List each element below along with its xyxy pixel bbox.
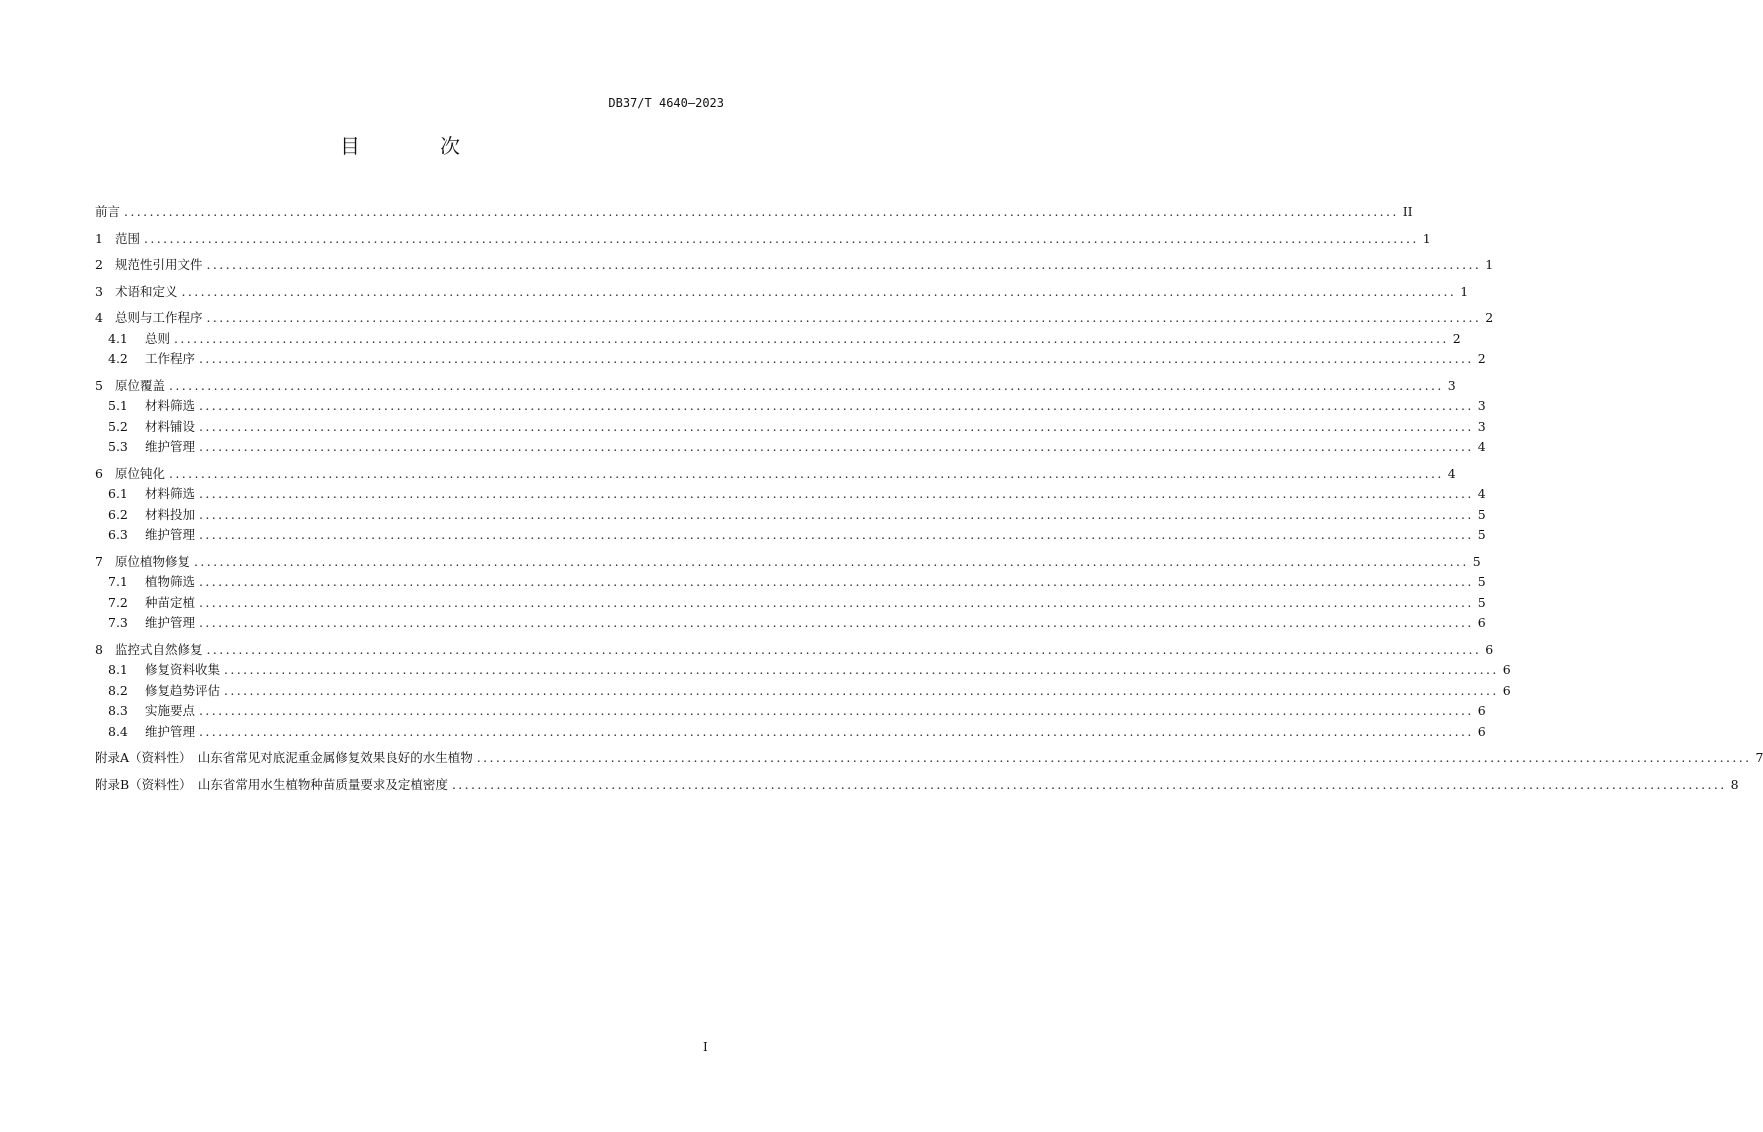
toc-leader-dots: ........................................................................................................................................................................................................ (199, 723, 1474, 739)
toc-entry-label: 维护管理 (145, 723, 196, 739)
toc-entry[interactable] (95, 613, 1486, 634)
page-title: 目 次 (340, 134, 490, 158)
toc-entry-label: 监控式自然修复 (115, 641, 203, 657)
toc-entry[interactable] (95, 552, 1481, 573)
toc-leader-dots: ........................................................................................................................................................................................................ (199, 615, 1474, 630)
toc-entry[interactable] (95, 572, 1486, 593)
toc-entry-label: 术语和定义 (115, 283, 178, 299)
toc-entry-page: 1 (1485, 257, 1494, 272)
toc-entry-label: 修复趋势评估 (145, 682, 221, 698)
toc-entry-label: 维护管理 (145, 439, 196, 454)
toc-entry-page: 2 (1485, 310, 1494, 325)
toc-leader-dots: ........................................................................................................................................................................................................ (199, 351, 1474, 366)
toc-entry-label: 原位钝化 (115, 465, 166, 481)
toc-entry-label: 维护管理 (145, 615, 196, 630)
toc-leader-dots: ........................................................................................................................................................................................................ (199, 398, 1474, 413)
toc-entry-page: 6 (1477, 723, 1486, 739)
toc-entry-label: 材料筛选 (145, 398, 196, 413)
toc-entry[interactable] (95, 775, 1739, 796)
toc-entry-page: 4 (1477, 439, 1486, 454)
toc-entry-number: 6.3 (108, 527, 128, 542)
toc-entry[interactable] (95, 329, 1461, 350)
toc-entry-page: 2 (1477, 351, 1486, 366)
toc-leader-dots: ........................................................................................................................................................................................................ (224, 662, 1499, 677)
toc-entry-page: 1 (1422, 230, 1431, 246)
toc-entry-number: 2 (95, 257, 103, 272)
toc-entry-label: 范围 (115, 230, 141, 246)
toc-entry-label: 植物筛选 (145, 574, 196, 589)
toc-entry[interactable] (95, 681, 1511, 702)
toc-leader-dots: ........................................................................................................................................................................................................ (199, 506, 1474, 522)
toc-entry-page: 5 (1477, 506, 1486, 522)
toc-entry-page: 3 (1447, 377, 1456, 393)
toc-entry[interactable] (95, 282, 1469, 303)
toc-entry[interactable] (95, 202, 1413, 223)
toc-leader-dots: ........................................................................................................................................................................................................ (199, 439, 1474, 454)
toc-leader-dots: ........................................................................................................................................................................................................ (174, 330, 1449, 346)
toc-entry-label: 实施要点 (145, 703, 196, 718)
toc-entry[interactable] (95, 255, 1494, 276)
toc-entry[interactable] (95, 396, 1486, 417)
toc-leader-dots: ........................................................................................................................................................................................................ (199, 594, 1474, 610)
toc-entry-label: 工作程序 (145, 351, 196, 366)
toc-entry-number: 3 (95, 283, 103, 299)
toc-entry-label: 修复资料收集 (145, 662, 221, 677)
toc-entry-label: 总则 (145, 330, 171, 346)
table-of-contents (95, 202, 1763, 795)
toc-entry-page: 4 (1477, 486, 1486, 501)
toc-entry-number: 5.3 (108, 439, 128, 454)
toc-entry[interactable] (95, 308, 1494, 329)
toc-entry[interactable] (95, 484, 1486, 505)
toc-leader-dots: ........................................................................................................................................................................................................ (124, 204, 1399, 219)
toc-entry-page: 6 (1502, 682, 1511, 698)
toc-entry-number: 7.3 (108, 615, 128, 630)
toc-entry-page: 6 (1485, 641, 1494, 657)
toc-entry-number: 6.1 (108, 486, 128, 501)
toc-entry-label: 材料投加 (145, 506, 196, 522)
toc-entry-number: 6 (95, 465, 103, 481)
toc-entry-number: 4 (95, 310, 103, 325)
toc-leader-dots: ........................................................................................................................................................................................................ (199, 418, 1474, 434)
toc-entry-label: 规范性引用文件 (115, 257, 203, 272)
toc-entry-number: 7.1 (108, 574, 128, 589)
toc-entry-label: 原位植物修复 (115, 553, 191, 569)
toc-leader-dots: ........................................................................................................................................................................................................ (451, 776, 1727, 792)
toc-leader-dots: ........................................................................................................................................................................................................ (476, 750, 1752, 765)
toc-entry-number: 1 (95, 230, 103, 246)
toc-leader-dots: ........................................................................................................................................................................................................ (206, 641, 1482, 657)
toc-entry-page: II (1402, 204, 1413, 219)
toc-entry[interactable] (95, 722, 1486, 743)
toc-entry[interactable] (95, 640, 1494, 661)
toc-entry[interactable] (95, 593, 1486, 614)
toc-entry-number: 8.3 (108, 703, 128, 718)
toc-entry-label: 材料铺设 (145, 418, 196, 434)
toc-entry-page: 2 (1452, 330, 1461, 346)
toc-entry-page: 1 (1460, 283, 1469, 299)
toc-entry-page: 6 (1477, 615, 1486, 630)
toc-entry-number: 4.1 (108, 330, 128, 346)
toc-entry[interactable] (95, 349, 1486, 370)
toc-entry[interactable] (95, 505, 1486, 526)
toc-entry-label: 种苗定植 (145, 594, 196, 610)
toc-entry-number: 8.2 (108, 682, 128, 698)
toc-entry-page: 8 (1730, 776, 1739, 792)
toc-entry-number: 7 (95, 553, 103, 569)
toc-entry-number: 7.2 (108, 594, 128, 610)
toc-leader-dots: ........................................................................................................................................................................................................ (199, 486, 1474, 501)
toc-leader-dots: ........................................................................................................................................................................................................ (199, 527, 1474, 542)
toc-entry[interactable] (95, 660, 1511, 681)
toc-entry-page: 5 (1472, 553, 1481, 569)
toc-entry-label: 维护管理 (145, 527, 196, 542)
toc-entry-page: 5 (1477, 594, 1486, 610)
toc-entry-label: 前言 (95, 204, 121, 219)
toc-leader-dots: ........................................................................................................................................................................................................ (224, 682, 1499, 698)
toc-entry-number: 5 (95, 377, 103, 393)
toc-entry-number: 5.2 (108, 418, 128, 434)
toc-entry[interactable] (95, 376, 1456, 397)
toc-entry-label: 材料筛选 (145, 486, 196, 501)
toc-leader-dots: ........................................................................................................................................................................................................ (199, 574, 1474, 589)
toc-entry-label: 附录A（资料性） 山东省常见对底泥重金属修复效果良好的水生植物 (95, 750, 473, 765)
toc-entry-page: 6 (1477, 703, 1486, 718)
toc-leader-dots: ........................................................................................................................................................................................................ (206, 310, 1482, 325)
toc-entry-number: 8.4 (108, 723, 128, 739)
toc-entry-number: 8 (95, 641, 103, 657)
toc-entry-label: 附录B（资料性） 山东省常用水生植物种苗质量要求及定植密度 (95, 776, 448, 792)
toc-entry-number: 4.2 (108, 351, 128, 366)
document-code: DB37/T 4640—2023 (608, 96, 724, 110)
toc-entry-page: 6 (1502, 662, 1511, 677)
toc-entry-page: 5 (1477, 527, 1486, 542)
toc-entry[interactable] (95, 437, 1486, 458)
toc-leader-dots: ........................................................................................................................................................................................................ (199, 703, 1474, 718)
toc-entry-page: 3 (1477, 398, 1486, 413)
toc-entry-label: 原位覆盖 (115, 377, 166, 393)
toc-entry-page: 3 (1477, 418, 1486, 434)
toc-entry[interactable] (95, 748, 1763, 769)
toc-entry-page: 5 (1477, 574, 1486, 589)
toc-entry[interactable] (95, 229, 1431, 250)
toc-entry[interactable] (95, 417, 1486, 438)
toc-entry-number: 5.1 (108, 398, 128, 413)
page-number: I (703, 1040, 708, 1054)
toc-entry[interactable] (95, 464, 1456, 485)
toc-entry-page: 4 (1447, 465, 1456, 481)
toc-leader-dots: ........................................................................................................................................................................................................ (181, 283, 1457, 299)
toc-leader-dots: ........................................................................................................................................................................................................ (194, 553, 1469, 569)
toc-entry-page: 7 (1755, 750, 1763, 765)
toc-leader-dots: ........................................................................................................................................................................................................ (169, 465, 1444, 481)
toc-entry[interactable] (95, 525, 1486, 546)
toc-leader-dots: ........................................................................................................................................................................................................ (144, 230, 1419, 246)
toc-entry-number: 8.1 (108, 662, 128, 677)
toc-entry-number: 6.2 (108, 506, 128, 522)
toc-entry-label: 总则与工作程序 (115, 310, 203, 325)
toc-entry[interactable] (95, 701, 1486, 722)
toc-leader-dots: ........................................................................................................................................................................................................ (169, 377, 1444, 393)
toc-leader-dots: ........................................................................................................................................................................................................ (206, 257, 1482, 272)
